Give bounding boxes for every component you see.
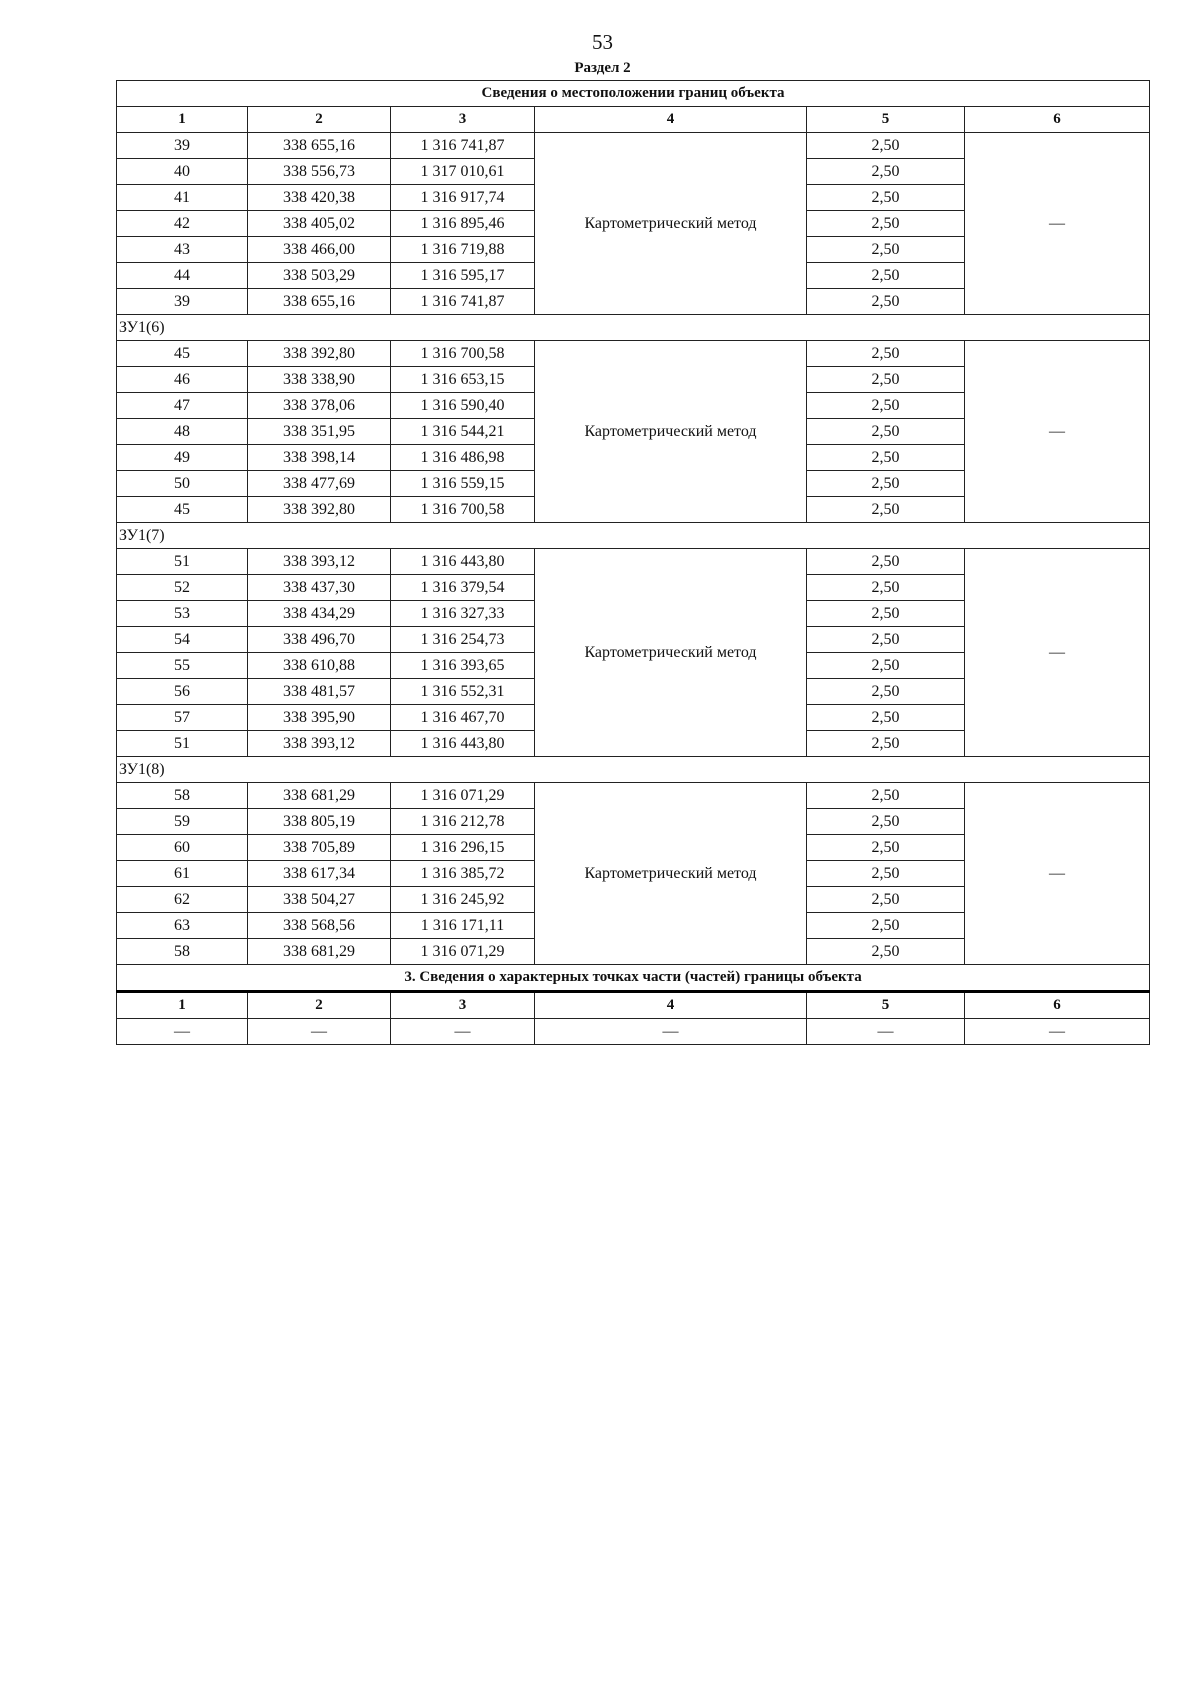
part-column-header: 2 [248, 992, 391, 1019]
point-number: 60 [117, 835, 248, 861]
coordinate-y: 1 316 917,74 [391, 185, 535, 211]
part-empty-cell: — [391, 1019, 535, 1045]
section-title: Раздел 2 [574, 60, 631, 76]
column-header: 2 [248, 107, 391, 133]
coordinate-x: 338 392,80 [248, 341, 391, 367]
accuracy-value: 2,50 [807, 601, 965, 627]
point-number: 55 [117, 653, 248, 679]
accuracy-value: 2,50 [807, 237, 965, 263]
coordinate-x: 338 504,27 [248, 887, 391, 913]
accuracy-value: 2,50 [807, 653, 965, 679]
coordinate-x: 338 405,02 [248, 211, 391, 237]
boundary-table-body [117, 81, 1150, 1045]
point-number: 47 [117, 393, 248, 419]
accuracy-value: 2,50 [807, 809, 965, 835]
point-number: 62 [117, 887, 248, 913]
table-row [117, 341, 1150, 367]
coordinate-x: 338 393,12 [248, 549, 391, 575]
coordinate-y: 1 316 700,58 [391, 497, 535, 523]
group-label: ЗУ1(7) [117, 523, 1150, 549]
coordinate-x: 338 617,34 [248, 861, 391, 887]
group-label: ЗУ1(6) [117, 315, 1150, 341]
accuracy-value: 2,50 [807, 497, 965, 523]
coordinate-y: 1 316 595,17 [391, 263, 535, 289]
point-number: 51 [117, 549, 248, 575]
coordinate-x: 338 705,89 [248, 835, 391, 861]
accuracy-value: 2,50 [807, 185, 965, 211]
accuracy-value: 2,50 [807, 419, 965, 445]
accuracy-value: 2,50 [807, 159, 965, 185]
accuracy-value: 2,50 [807, 341, 965, 367]
coordinate-y: 1 316 741,87 [391, 289, 535, 315]
coordinate-y: 1 316 071,29 [391, 939, 535, 965]
accuracy-value: 2,50 [807, 289, 965, 315]
coordinate-y: 1 316 443,80 [391, 731, 535, 757]
coordinate-x: 338 378,06 [248, 393, 391, 419]
coordinate-y: 1 316 653,15 [391, 367, 535, 393]
column-header: 5 [807, 107, 965, 133]
point-number: 57 [117, 705, 248, 731]
point-number: 61 [117, 861, 248, 887]
coordinate-y: 1 316 467,70 [391, 705, 535, 731]
coordinate-x: 338 437,30 [248, 575, 391, 601]
table-row [117, 133, 1150, 159]
description-cell: — [965, 341, 1150, 523]
method-cell: Картометрический метод [535, 341, 807, 523]
part-column-header: 5 [807, 992, 965, 1019]
description-cell: — [965, 549, 1150, 757]
point-number: 53 [117, 601, 248, 627]
coordinate-x: 338 610,88 [248, 653, 391, 679]
column-header: 1 [117, 107, 248, 133]
coordinate-y: 1 316 552,31 [391, 679, 535, 705]
group-label-row [117, 315, 1150, 341]
accuracy-value: 2,50 [807, 627, 965, 653]
coordinate-x: 338 503,29 [248, 263, 391, 289]
part-column-header: 4 [535, 992, 807, 1019]
point-number: 49 [117, 445, 248, 471]
accuracy-value: 2,50 [807, 211, 965, 237]
coordinate-y: 1 316 327,33 [391, 601, 535, 627]
method-cell: Картометрический метод [535, 549, 807, 757]
column-header: 4 [535, 107, 807, 133]
coordinate-y: 1 316 544,21 [391, 419, 535, 445]
coordinate-x: 338 556,73 [248, 159, 391, 185]
point-number: 44 [117, 263, 248, 289]
coordinate-y: 1 316 171,11 [391, 913, 535, 939]
coordinate-x: 338 466,00 [248, 237, 391, 263]
part-empty-cell: — [117, 1019, 248, 1045]
accuracy-value: 2,50 [807, 679, 965, 705]
coordinate-y: 1 316 296,15 [391, 835, 535, 861]
coordinate-x: 338 420,38 [248, 185, 391, 211]
coordinate-x: 338 338,90 [248, 367, 391, 393]
point-number: 46 [117, 367, 248, 393]
coordinate-y: 1 317 010,61 [391, 159, 535, 185]
accuracy-value: 2,50 [807, 263, 965, 289]
coordinate-y: 1 316 590,40 [391, 393, 535, 419]
coordinate-x: 338 434,29 [248, 601, 391, 627]
coordinate-y: 1 316 245,92 [391, 887, 535, 913]
accuracy-value: 2,50 [807, 367, 965, 393]
accuracy-value: 2,50 [807, 471, 965, 497]
group-label: ЗУ1(8) [117, 757, 1150, 783]
part-title: 3. Сведения о характерных точках части (частей) границы объекта [117, 965, 1150, 992]
point-number: 42 [117, 211, 248, 237]
coordinate-y: 1 316 700,58 [391, 341, 535, 367]
coordinate-y: 1 316 443,80 [391, 549, 535, 575]
part-column-header: 1 [117, 992, 248, 1019]
point-number: 54 [117, 627, 248, 653]
coordinate-y: 1 316 559,15 [391, 471, 535, 497]
point-number: 51 [117, 731, 248, 757]
coordinate-x: 338 477,69 [248, 471, 391, 497]
table-row [117, 549, 1150, 575]
column-header-row [117, 107, 1150, 133]
coordinate-y: 1 316 379,54 [391, 575, 535, 601]
point-number: 56 [117, 679, 248, 705]
page-number: 53 [592, 30, 613, 54]
coordinate-y: 1 316 212,78 [391, 809, 535, 835]
part-empty-row [117, 1019, 1150, 1045]
coordinate-x: 338 481,57 [248, 679, 391, 705]
point-number: 59 [117, 809, 248, 835]
column-header: 3 [391, 107, 535, 133]
point-number: 52 [117, 575, 248, 601]
accuracy-value: 2,50 [807, 861, 965, 887]
accuracy-value: 2,50 [807, 913, 965, 939]
coordinate-y: 1 316 486,98 [391, 445, 535, 471]
boundary-table [116, 80, 1150, 1045]
method-cell: Картометрический метод [535, 133, 807, 315]
part-title-row [117, 965, 1150, 992]
point-number: 39 [117, 289, 248, 315]
part-column-header: 6 [965, 992, 1150, 1019]
accuracy-value: 2,50 [807, 939, 965, 965]
coordinate-y: 1 316 741,87 [391, 133, 535, 159]
point-number: 40 [117, 159, 248, 185]
accuracy-value: 2,50 [807, 575, 965, 601]
coordinate-x: 338 681,29 [248, 783, 391, 809]
column-header: 6 [965, 107, 1150, 133]
coordinate-x: 338 655,16 [248, 133, 391, 159]
point-number: 43 [117, 237, 248, 263]
accuracy-value: 2,50 [807, 445, 965, 471]
part-empty-cell: — [807, 1019, 965, 1045]
coordinate-y: 1 316 385,72 [391, 861, 535, 887]
coordinate-x: 338 398,14 [248, 445, 391, 471]
accuracy-value: 2,50 [807, 549, 965, 575]
coordinate-y: 1 316 719,88 [391, 237, 535, 263]
accuracy-value: 2,50 [807, 731, 965, 757]
part-empty-cell: — [248, 1019, 391, 1045]
point-number: 41 [117, 185, 248, 211]
point-number: 58 [117, 783, 248, 809]
group-label-row [117, 757, 1150, 783]
accuracy-value: 2,50 [807, 705, 965, 731]
part-column-header: 3 [391, 992, 535, 1019]
coordinate-x: 338 392,80 [248, 497, 391, 523]
table-row [117, 783, 1150, 809]
coordinate-y: 1 316 393,65 [391, 653, 535, 679]
coordinate-y: 1 316 895,46 [391, 211, 535, 237]
coordinate-x: 338 395,90 [248, 705, 391, 731]
part-empty-cell: — [535, 1019, 807, 1045]
accuracy-value: 2,50 [807, 133, 965, 159]
point-number: 45 [117, 497, 248, 523]
coordinate-y: 1 316 071,29 [391, 783, 535, 809]
point-number: 48 [117, 419, 248, 445]
coordinate-x: 338 496,70 [248, 627, 391, 653]
part-empty-cell: — [965, 1019, 1150, 1045]
point-number: 58 [117, 939, 248, 965]
coordinate-y: 1 316 254,73 [391, 627, 535, 653]
point-number: 50 [117, 471, 248, 497]
part-column-header-row [117, 992, 1150, 1019]
table-title-row [117, 81, 1150, 107]
coordinate-x: 338 568,56 [248, 913, 391, 939]
point-number: 63 [117, 913, 248, 939]
description-cell: — [965, 133, 1150, 315]
coordinate-x: 338 805,19 [248, 809, 391, 835]
coordinate-x: 338 655,16 [248, 289, 391, 315]
point-number: 45 [117, 341, 248, 367]
accuracy-value: 2,50 [807, 393, 965, 419]
coordinate-x: 338 681,29 [248, 939, 391, 965]
coordinate-x: 338 393,12 [248, 731, 391, 757]
table-title: Сведения о местоположении границ объекта [117, 81, 1150, 107]
group-label-row [117, 523, 1150, 549]
accuracy-value: 2,50 [807, 783, 965, 809]
accuracy-value: 2,50 [807, 835, 965, 861]
description-cell: — [965, 783, 1150, 965]
point-number: 39 [117, 133, 248, 159]
method-cell: Картометрический метод [535, 783, 807, 965]
accuracy-value: 2,50 [807, 887, 965, 913]
coordinate-x: 338 351,95 [248, 419, 391, 445]
